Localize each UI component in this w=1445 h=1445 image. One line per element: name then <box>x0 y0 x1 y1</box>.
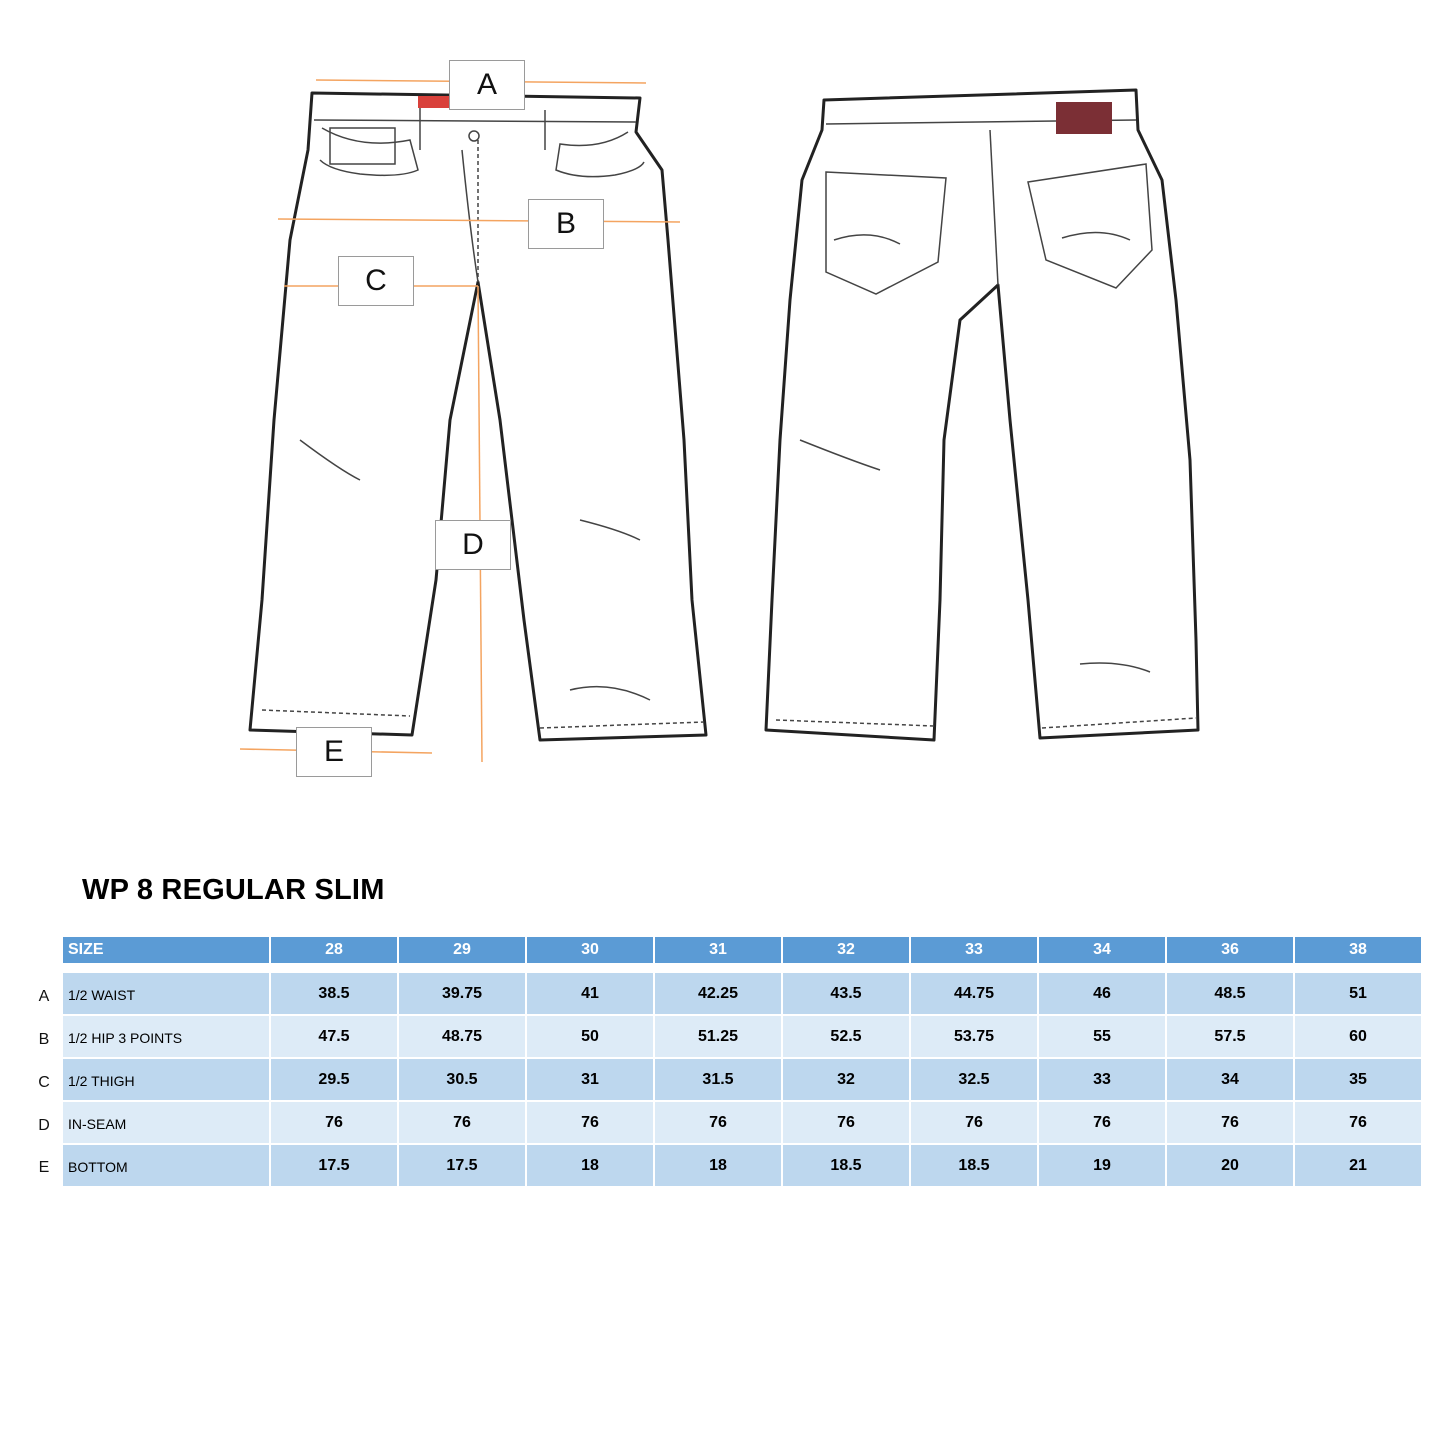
table-cell: 48.5 <box>1167 973 1293 1014</box>
table-cell: 43.5 <box>783 973 909 1014</box>
table-cell: 76 <box>399 1102 525 1143</box>
size-column-header: 30 <box>527 937 653 963</box>
table-cell: 18.5 <box>911 1145 1037 1186</box>
table-cell: 51.25 <box>655 1016 781 1057</box>
measure-label-c: C <box>338 256 414 306</box>
table-cell: 20 <box>1167 1145 1293 1186</box>
row-label: IN-SEAM <box>63 1102 269 1143</box>
table-cell: 76 <box>655 1102 781 1143</box>
table-cell: 32 <box>783 1059 909 1100</box>
table-row <box>63 973 1421 1014</box>
table-cell: 53.75 <box>911 1016 1037 1057</box>
size-column-header: 38 <box>1295 937 1421 963</box>
leather-patch-icon <box>1056 102 1112 134</box>
size-column-header: 29 <box>399 937 525 963</box>
measure-label-d: D <box>435 520 511 570</box>
table-cell: 18.5 <box>783 1145 909 1186</box>
row-letter-b: B <box>38 1031 50 1048</box>
size-column-header: 36 <box>1167 937 1293 963</box>
row-label: BOTTOM <box>63 1145 269 1186</box>
row-letter-a: A <box>38 988 50 1005</box>
table-cell: 41 <box>527 973 653 1014</box>
table-row <box>63 1145 1421 1186</box>
table-cell: 33 <box>1039 1059 1165 1100</box>
table-cell: 76 <box>1295 1102 1421 1143</box>
table-cell: 57.5 <box>1167 1016 1293 1057</box>
size-column-header: 33 <box>911 937 1037 963</box>
table-cell: 17.5 <box>399 1145 525 1186</box>
table-cell: 48.75 <box>399 1016 525 1057</box>
table-cell: 31 <box>527 1059 653 1100</box>
table-cell: 34 <box>1167 1059 1293 1100</box>
table-cell: 76 <box>1039 1102 1165 1143</box>
row-letter-c: C <box>38 1074 50 1091</box>
table-cell: 39.75 <box>399 973 525 1014</box>
table-cell: 18 <box>655 1145 781 1186</box>
size-header: SIZE <box>63 937 269 963</box>
table-cell: 17.5 <box>271 1145 397 1186</box>
table-cell: 76 <box>783 1102 909 1143</box>
size-column-header: 32 <box>783 937 909 963</box>
table-row <box>63 1059 1421 1100</box>
table-cell: 35 <box>1295 1059 1421 1100</box>
size-column-header: 34 <box>1039 937 1165 963</box>
row-label: 1/2 HIP 3 POINTS <box>63 1016 269 1057</box>
table-cell: 31.5 <box>655 1059 781 1100</box>
table-cell: 55 <box>1039 1016 1165 1057</box>
table-cell: 18 <box>527 1145 653 1186</box>
measure-label-e: E <box>296 727 372 777</box>
table-cell: 76 <box>1167 1102 1293 1143</box>
table-cell: 46 <box>1039 973 1165 1014</box>
table-cell: 19 <box>1039 1145 1165 1186</box>
row-label: 1/2 WAIST <box>63 973 269 1014</box>
table-row <box>63 1102 1421 1143</box>
table-cell: 21 <box>1295 1145 1421 1186</box>
jeans-back-view <box>766 90 1198 740</box>
table-header-row <box>63 937 1421 963</box>
page-title: WP 8 REGULAR SLIM <box>82 874 385 906</box>
table-cell: 50 <box>527 1016 653 1057</box>
table-cell: 44.75 <box>911 973 1037 1014</box>
table-cell: 51 <box>1295 973 1421 1014</box>
size-chart-table <box>61 935 1423 1188</box>
table-cell: 32.5 <box>911 1059 1037 1100</box>
measure-label-a: A <box>449 60 525 110</box>
table-cell: 76 <box>527 1102 653 1143</box>
measure-label-b: B <box>528 199 604 249</box>
table-cell: 29.5 <box>271 1059 397 1100</box>
table-cell: 38.5 <box>271 973 397 1014</box>
table-cell: 47.5 <box>271 1016 397 1057</box>
table-cell: 76 <box>911 1102 1037 1143</box>
table-cell: 76 <box>271 1102 397 1143</box>
size-column-header: 31 <box>655 937 781 963</box>
table-cell: 60 <box>1295 1016 1421 1057</box>
table-row <box>63 1016 1421 1057</box>
row-letter-d: D <box>38 1117 50 1134</box>
table-cell: 42.25 <box>655 973 781 1014</box>
table-cell: 30.5 <box>399 1059 525 1100</box>
row-label: 1/2 THIGH <box>63 1059 269 1100</box>
table-cell: 52.5 <box>783 1016 909 1057</box>
row-letter-e: E <box>38 1159 50 1176</box>
size-column-header: 28 <box>271 937 397 963</box>
